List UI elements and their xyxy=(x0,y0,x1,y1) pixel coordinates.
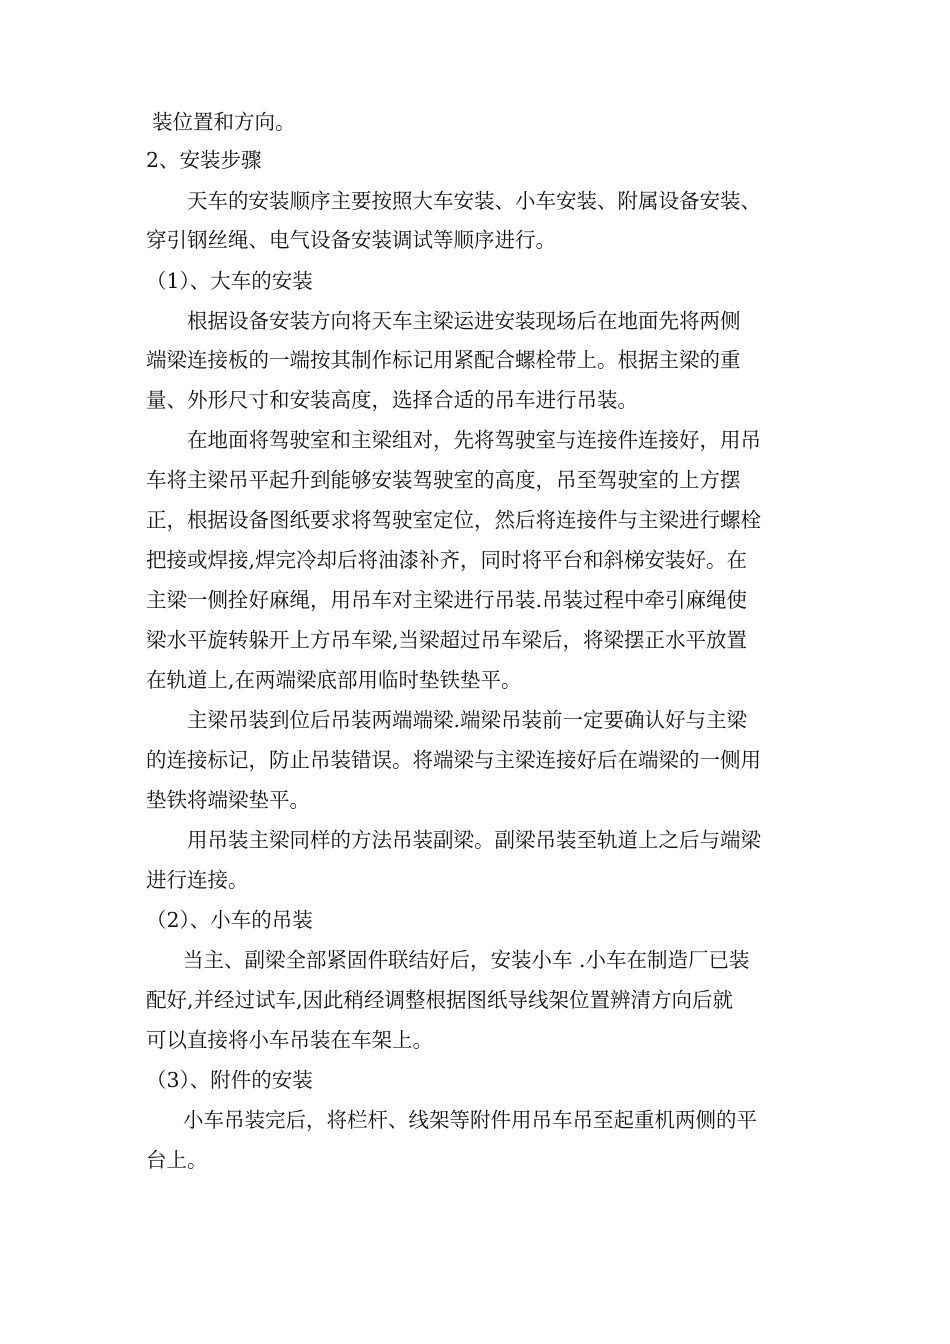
text-line: 车将主梁吊平起升到能够安装驾驶室的高度，吊至驾驶室的上方摆 xyxy=(146,468,741,492)
text-line: 可以直接将小车吊装在车架上。 xyxy=(146,1028,433,1052)
text-line: 在地面将驾驶室和主梁组对，先将驾驶室与连接件连接好，用吊 xyxy=(187,428,761,452)
text-line: 天车的安装顺序主要按照大车安装、小车安装、附属设备安装、 xyxy=(187,189,761,213)
text-line: 梁水平旋转躲开上方吊车梁,当梁超过吊车梁后，将梁摆正水平放置 xyxy=(146,628,748,652)
subsection-heading: （1）、大车的安装 xyxy=(146,269,313,293)
subsection-heading: （3）、附件的安装 xyxy=(146,1068,313,1092)
text-line: 进行连接。 xyxy=(146,868,249,892)
text-line: 在轨道上,在两端梁底部用临时垫铁垫平。 xyxy=(146,668,522,692)
subsection-heading: （2）、小车的吊装 xyxy=(146,908,313,932)
text-line: 主梁吊装到位后吊装两端端梁.端梁吊装前一定要确认好与主梁 xyxy=(187,708,748,732)
text-line: 量、外形尺寸和安装高度，选择合适的吊车进行吊装。 xyxy=(146,388,638,412)
text-line: 垫铁将端梁垫平。 xyxy=(146,788,310,812)
text-line: 主梁一侧拴好麻绳，用吊车对主梁进行吊装.吊装过程中牵引麻绳使 xyxy=(146,588,748,612)
text-line: 当主、副梁全部紧固件联结好后，安装小车 .小车在制造厂已装 xyxy=(183,948,750,972)
section-heading: 2、安装步骤 xyxy=(146,148,262,172)
text-line: 把接或焊接,焊完冷却后将油漆补齐，同时将平台和斜梯安装好。在 xyxy=(146,548,748,572)
text-line: 穿引钢丝绳、电气设备安装调试等顺序进行。 xyxy=(146,228,556,252)
text-line: 用吊装主梁同样的方法吊装副梁。副梁吊装至轨道上之后与端梁 xyxy=(187,828,761,852)
text-line: 根据设备安装方向将天车主梁运进安装现场后在地面先将两侧 xyxy=(187,309,741,333)
text-line: 正，根据设备图纸要求将驾驶室定位，然后将连接件与主梁进行螺栓 xyxy=(146,508,761,532)
text-line: 小车吊装完后，将栏杆、线架等附件用吊车吊至起重机两侧的平 xyxy=(183,1108,757,1132)
text-line: 端梁连接板的一端按其制作标记用紧配合螺栓带上。根据主梁的重 xyxy=(146,348,741,372)
text-line: 台上。 xyxy=(146,1148,208,1172)
text-line: 装位置和方向。 xyxy=(152,110,296,134)
text-line: 的连接标记，防止吊装错误。将端梁与主梁连接好后在端梁的一侧用 xyxy=(146,748,761,772)
text-line: 配好,并经过试车,因此稍经调整根据图纸导线架位置辨清方向后就 xyxy=(146,988,734,1012)
